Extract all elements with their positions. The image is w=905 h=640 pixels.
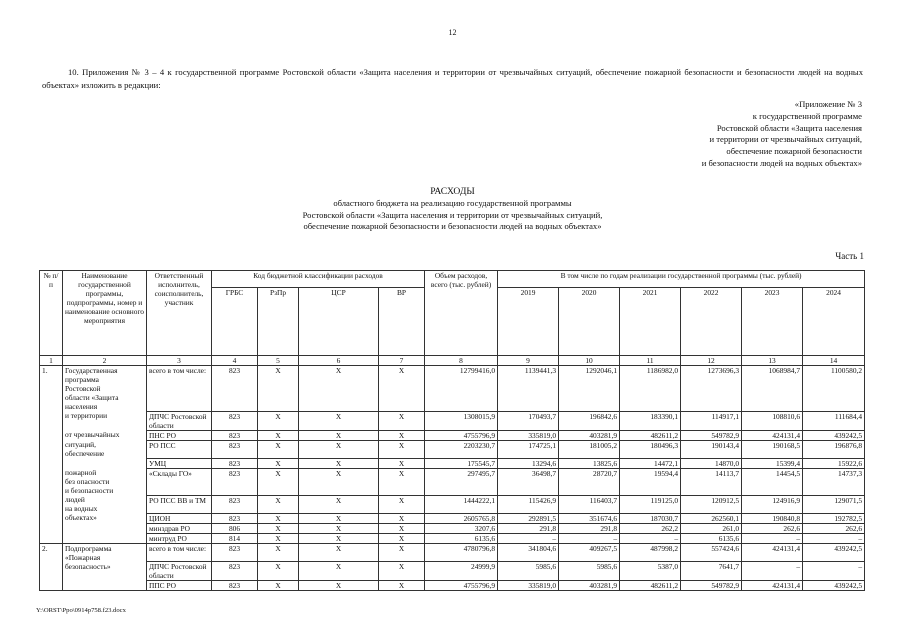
row-number-cell bbox=[40, 458, 63, 468]
column-number-cell: 2 bbox=[63, 356, 147, 366]
year-value-cell: 403281,9 bbox=[559, 581, 620, 591]
year-value-cell: 424131,4 bbox=[742, 543, 803, 562]
program-name-cell bbox=[63, 533, 147, 543]
year-value-cell: 129071,5 bbox=[803, 495, 865, 513]
year-value-cell: 192782,5 bbox=[803, 513, 865, 523]
year-value-cell: 120912,5 bbox=[681, 495, 742, 513]
total-cell: 175545,7 bbox=[425, 458, 498, 468]
csr-cell: Х bbox=[299, 458, 379, 468]
year-value-cell: 183390,1 bbox=[620, 411, 681, 430]
column-number-cell: 7 bbox=[379, 356, 425, 366]
vr-cell: Х bbox=[379, 543, 425, 562]
program-name-cell bbox=[63, 468, 147, 495]
year-value-cell: 1068984,7 bbox=[742, 366, 803, 412]
column-number-cell: 10 bbox=[559, 356, 620, 366]
executor-cell: «Склады ГО» bbox=[147, 468, 212, 495]
year-value-cell: 549782,9 bbox=[681, 581, 742, 591]
year-value-cell: 261,0 bbox=[681, 523, 742, 533]
program-name-line: без опасности bbox=[65, 477, 110, 486]
executor-cell: ППС РО bbox=[147, 581, 212, 591]
year-value-cell: 115426,9 bbox=[498, 495, 559, 513]
header-name: Наименование государственной программы, подпрограммы, номер и наименование основного мероприятия bbox=[63, 271, 147, 356]
year-value-cell: 124916,9 bbox=[742, 495, 803, 513]
annex-line: и территории от чрезвычайных ситуаций, bbox=[709, 134, 862, 145]
rzpr-cell: Х bbox=[258, 495, 299, 513]
year-value-cell: 291,8 bbox=[559, 523, 620, 533]
header-rzpr: РзПр bbox=[258, 288, 299, 356]
year-value-cell: 6135,6 bbox=[681, 533, 742, 543]
total-cell: 6135,6 bbox=[425, 533, 498, 543]
year-value-cell: 13294,6 bbox=[498, 458, 559, 468]
grbs-cell: 823 bbox=[212, 513, 258, 523]
total-cell: 24999,9 bbox=[425, 562, 498, 581]
program-name-line: Государственная bbox=[65, 366, 118, 375]
year-value-cell: 292891,5 bbox=[498, 513, 559, 523]
row-number-cell bbox=[40, 513, 63, 523]
page-number: 12 bbox=[448, 28, 457, 37]
header-year: 2024 bbox=[803, 288, 865, 356]
program-name-line: обеспечение bbox=[65, 449, 105, 458]
vr-cell: Х bbox=[379, 440, 425, 458]
row-number-cell: 1. bbox=[40, 366, 63, 412]
executor-cell: УМЦ bbox=[147, 458, 212, 468]
program-name-cell bbox=[63, 581, 147, 591]
annex-line: обеспечение пожарной безопасности bbox=[726, 146, 862, 157]
vr-cell: Х bbox=[379, 562, 425, 581]
year-value-cell: 14870,0 bbox=[681, 458, 742, 468]
column-number-cell: 6 bbox=[299, 356, 379, 366]
total-cell: 12799416,0 bbox=[425, 366, 498, 412]
executor-cell: всего в том числе: bbox=[147, 543, 212, 562]
header-executor: Ответственный исполнитель, соисполнитель, участник bbox=[147, 271, 212, 356]
table-row bbox=[40, 411, 865, 430]
grbs-cell: 823 bbox=[212, 411, 258, 430]
total-cell: 297495,7 bbox=[425, 468, 498, 495]
vr-cell: Х bbox=[379, 411, 425, 430]
year-value-cell: 439242,5 bbox=[803, 543, 865, 562]
executor-cell: РО ПСС bbox=[147, 440, 212, 458]
year-value-cell: 262,6 bbox=[803, 523, 865, 533]
executor-cell: ДПЧС Ростовской области bbox=[147, 562, 212, 581]
program-name-cell bbox=[63, 513, 147, 523]
year-value-cell: 424131,4 bbox=[742, 430, 803, 440]
program-name-line: ситуаций, bbox=[65, 440, 96, 449]
year-value-cell: 487998,2 bbox=[620, 543, 681, 562]
header-years-group: В том числе по годам реализации государственной программы (тыс. рублей) bbox=[498, 271, 865, 288]
column-number-cell: 9 bbox=[498, 356, 559, 366]
program-name-line: Ростовской bbox=[65, 384, 101, 393]
total-cell: 2203230,7 bbox=[425, 440, 498, 458]
program-name-cell bbox=[63, 562, 147, 581]
year-value-cell: 1100580,2 bbox=[803, 366, 865, 412]
program-name-line: программа bbox=[65, 375, 99, 384]
header-year: 2022 bbox=[681, 288, 742, 356]
document-heading bbox=[0, 186, 905, 233]
year-value-cell: 403281,9 bbox=[559, 430, 620, 440]
year-value-cell: 482611,2 bbox=[620, 430, 681, 440]
year-value-cell: 1139441,3 bbox=[498, 366, 559, 412]
year-value-cell: 14737,3 bbox=[803, 468, 865, 495]
column-number-row bbox=[40, 356, 865, 366]
program-name-line: людей bbox=[65, 495, 85, 504]
year-value-cell: 291,8 bbox=[498, 523, 559, 533]
year-value-cell: – bbox=[742, 533, 803, 543]
table-body bbox=[40, 366, 865, 591]
total-cell: 1308015,9 bbox=[425, 411, 498, 430]
vr-cell: Х bbox=[379, 581, 425, 591]
header-year: 2020 bbox=[559, 288, 620, 356]
rzpr-cell: Х bbox=[258, 533, 299, 543]
row-number-cell bbox=[40, 430, 63, 440]
vr-cell: Х bbox=[379, 366, 425, 412]
column-number-cell: 5 bbox=[258, 356, 299, 366]
total-cell: 4780796,8 bbox=[425, 543, 498, 562]
csr-cell: Х bbox=[299, 440, 379, 458]
year-value-cell: 1186982,0 bbox=[620, 366, 681, 412]
csr-cell: Х bbox=[299, 430, 379, 440]
year-value-cell: 28720,7 bbox=[559, 468, 620, 495]
csr-cell: Х bbox=[299, 523, 379, 533]
total-cell: 3207,6 bbox=[425, 523, 498, 533]
rzpr-cell: Х bbox=[258, 513, 299, 523]
year-value-cell: 5985,6 bbox=[559, 562, 620, 581]
year-value-cell: 13825,6 bbox=[559, 458, 620, 468]
table-row bbox=[40, 458, 865, 468]
program-name-cell bbox=[63, 366, 147, 412]
row-number-cell: 2. bbox=[40, 543, 63, 562]
year-value-cell: 111684,4 bbox=[803, 411, 865, 430]
program-name-line: Подпрограмма bbox=[65, 543, 112, 553]
rzpr-cell: Х bbox=[258, 440, 299, 458]
total-cell: 2605765,8 bbox=[425, 513, 498, 523]
year-value-cell: 5387,0 bbox=[620, 562, 681, 581]
year-value-cell: 482611,2 bbox=[620, 581, 681, 591]
column-number-cell: 1 bbox=[40, 356, 63, 366]
part-label: Часть 1 bbox=[835, 251, 864, 261]
vr-cell: Х bbox=[379, 468, 425, 495]
year-value-cell: 174725,1 bbox=[498, 440, 559, 458]
table-row bbox=[40, 581, 865, 591]
year-value-cell: 262,2 bbox=[620, 523, 681, 533]
row-number-cell bbox=[40, 411, 63, 430]
year-value-cell: 1273696,3 bbox=[681, 366, 742, 412]
program-name-line: безопасность» bbox=[65, 561, 111, 571]
executor-cell: ДПЧС Ростовской области bbox=[147, 411, 212, 430]
program-name-cell bbox=[63, 495, 147, 513]
program-name-line: населения bbox=[65, 402, 98, 411]
year-value-cell: 1292046,1 bbox=[559, 366, 620, 412]
year-value-cell: 351674,6 bbox=[559, 513, 620, 523]
header-total: Объем расходов, всего (тыс. рублей) bbox=[425, 271, 498, 356]
grbs-cell: 823 bbox=[212, 468, 258, 495]
csr-cell: Х bbox=[299, 562, 379, 581]
year-value-cell: 190168,5 bbox=[742, 440, 803, 458]
header-year: 2019 bbox=[498, 288, 559, 356]
year-value-cell: 5985,6 bbox=[498, 562, 559, 581]
grbs-cell: 823 bbox=[212, 458, 258, 468]
program-name-line: пожарной bbox=[65, 468, 97, 477]
executor-cell: минздрав РО bbox=[147, 523, 212, 533]
header-grbs: ГРБС bbox=[212, 288, 258, 356]
annex-line: и безопасности людей на водных объектах» bbox=[701, 157, 862, 168]
year-value-cell: 335819,0 bbox=[498, 430, 559, 440]
program-name-line: на водных bbox=[65, 504, 98, 513]
annex-line: «Приложение № 3 bbox=[794, 99, 862, 109]
rzpr-cell: Х bbox=[258, 458, 299, 468]
program-name-cell bbox=[63, 440, 147, 458]
year-value-cell: 180496,3 bbox=[620, 440, 681, 458]
column-number-cell: 12 bbox=[681, 356, 742, 366]
intro-paragraph: 10. Приложения № 3 – 4 к государственной программе Ростовской области «Защита населения и территории от чрезвычайных ситуаций, обеспечение пожарной безопасности и безопасности людей на водных объектах» изложить в редакции: bbox=[42, 67, 863, 90]
vr-cell: Х bbox=[379, 513, 425, 523]
year-value-cell: 15922,6 bbox=[803, 458, 865, 468]
rzpr-cell: Х bbox=[258, 523, 299, 533]
csr-cell: Х bbox=[299, 411, 379, 430]
csr-cell: Х bbox=[299, 495, 379, 513]
year-value-cell: 181005,2 bbox=[559, 440, 620, 458]
heading-title: РАСХОДЫ bbox=[430, 186, 475, 197]
annex-line: к государственной программе bbox=[752, 110, 862, 121]
rzpr-cell: Х bbox=[258, 366, 299, 412]
rzpr-cell: Х bbox=[258, 581, 299, 591]
table-row bbox=[40, 366, 865, 412]
csr-cell: Х bbox=[299, 533, 379, 543]
program-name-line: и безопасности bbox=[65, 486, 114, 495]
rzpr-cell: Х bbox=[258, 430, 299, 440]
program-name-line: области «Защита bbox=[65, 393, 119, 402]
header-csr: ЦСР bbox=[299, 288, 379, 356]
footer-file-path: Y:\ORST\Ppo\0914p758.f23.docx bbox=[36, 607, 126, 614]
program-name-line: объектах» bbox=[65, 513, 97, 522]
row-number-cell bbox=[40, 440, 63, 458]
rzpr-cell: Х bbox=[258, 468, 299, 495]
heading-line: областного бюджета на реализацию государственной программы bbox=[333, 197, 572, 208]
year-value-cell: – bbox=[559, 533, 620, 543]
annex-line: Ростовской области «Защита населения bbox=[716, 122, 862, 133]
year-value-cell: 190143,4 bbox=[681, 440, 742, 458]
executor-cell: ПНС РО bbox=[147, 430, 212, 440]
year-value-cell: 549782,9 bbox=[681, 430, 742, 440]
year-value-cell: 36498,7 bbox=[498, 468, 559, 495]
year-value-cell: 557424,6 bbox=[681, 543, 742, 562]
csr-cell: Х bbox=[299, 513, 379, 523]
grbs-cell: 823 bbox=[212, 366, 258, 412]
program-name-cell bbox=[63, 430, 147, 440]
year-value-cell: 14113,7 bbox=[681, 468, 742, 495]
row-number-cell bbox=[40, 562, 63, 581]
column-number-cell: 4 bbox=[212, 356, 258, 366]
table-row bbox=[40, 513, 865, 523]
grbs-cell: 823 bbox=[212, 440, 258, 458]
expenses-table bbox=[39, 270, 865, 591]
program-name-cell bbox=[63, 523, 147, 533]
csr-cell: Х bbox=[299, 468, 379, 495]
column-number-cell: 11 bbox=[620, 356, 681, 366]
vr-cell: Х bbox=[379, 495, 425, 513]
year-value-cell: 170493,7 bbox=[498, 411, 559, 430]
grbs-cell: 823 bbox=[212, 581, 258, 591]
rzpr-cell: Х bbox=[258, 411, 299, 430]
table-row bbox=[40, 440, 865, 458]
heading-line: обеспечение пожарной безопасности и безопасности людей на водных объектах» bbox=[303, 221, 602, 232]
column-number-cell: 13 bbox=[742, 356, 803, 366]
year-value-cell: – bbox=[742, 562, 803, 581]
table-row bbox=[40, 430, 865, 440]
vr-cell: Х bbox=[379, 533, 425, 543]
table-row bbox=[40, 468, 865, 495]
total-cell: 4755796,9 bbox=[425, 581, 498, 591]
grbs-cell: 823 bbox=[212, 430, 258, 440]
year-value-cell: – bbox=[620, 533, 681, 543]
csr-cell: Х bbox=[299, 366, 379, 412]
table-row bbox=[40, 533, 865, 543]
program-name-cell bbox=[63, 543, 147, 562]
column-number-cell: 14 bbox=[803, 356, 865, 366]
year-value-cell: 190840,8 bbox=[742, 513, 803, 523]
year-value-cell: 14472,1 bbox=[620, 458, 681, 468]
year-value-cell: – bbox=[803, 533, 865, 543]
executor-cell: минтруд РО bbox=[147, 533, 212, 543]
table-row bbox=[40, 562, 865, 581]
row-number-cell bbox=[40, 533, 63, 543]
year-value-cell: 19594,4 bbox=[620, 468, 681, 495]
row-number-cell bbox=[40, 468, 63, 495]
row-number-cell bbox=[40, 495, 63, 513]
header-year: 2021 bbox=[620, 288, 681, 356]
rzpr-cell: Х bbox=[258, 562, 299, 581]
column-number-cell: 8 bbox=[425, 356, 498, 366]
year-value-cell: 262560,1 bbox=[681, 513, 742, 523]
year-value-cell: – bbox=[803, 562, 865, 581]
year-value-cell: 187030,7 bbox=[620, 513, 681, 523]
header-num: № п/п bbox=[40, 271, 63, 356]
program-name-line: и территории bbox=[65, 411, 108, 420]
year-value-cell: 262,6 bbox=[742, 523, 803, 533]
year-value-cell: – bbox=[498, 533, 559, 543]
year-value-cell: 196876,8 bbox=[803, 440, 865, 458]
grbs-cell: 814 bbox=[212, 533, 258, 543]
grbs-cell: 806 bbox=[212, 523, 258, 533]
executor-cell: ЦИОН bbox=[147, 513, 212, 523]
row-number-cell bbox=[40, 523, 63, 533]
year-value-cell: 196842,6 bbox=[559, 411, 620, 430]
year-value-cell: 7641,7 bbox=[681, 562, 742, 581]
year-value-cell: 119125,0 bbox=[620, 495, 681, 513]
year-value-cell: 439242,5 bbox=[803, 581, 865, 591]
year-value-cell: 424131,4 bbox=[742, 581, 803, 591]
expenses-table-wrapper bbox=[39, 270, 864, 591]
executor-cell: РО ПСС ВВ и ТМ bbox=[147, 495, 212, 513]
grbs-cell: 823 bbox=[212, 543, 258, 562]
table-row bbox=[40, 543, 865, 562]
row-number-cell bbox=[40, 581, 63, 591]
rzpr-cell: Х bbox=[258, 543, 299, 562]
grbs-cell: 823 bbox=[212, 562, 258, 581]
year-value-cell: 341804,6 bbox=[498, 543, 559, 562]
year-value-cell: 14454,5 bbox=[742, 468, 803, 495]
header-vr: ВР bbox=[379, 288, 425, 356]
vr-cell: Х bbox=[379, 430, 425, 440]
grbs-cell: 823 bbox=[212, 495, 258, 513]
vr-cell: Х bbox=[379, 458, 425, 468]
executor-cell: всего в том числе: bbox=[147, 366, 212, 412]
program-name-cell bbox=[63, 411, 147, 430]
table-row bbox=[40, 495, 865, 513]
annex-block bbox=[600, 99, 905, 170]
csr-cell: Х bbox=[299, 581, 379, 591]
program-name-line: от чрезвычайных bbox=[65, 430, 120, 439]
year-value-cell: 116403,7 bbox=[559, 495, 620, 513]
year-value-cell: 409267,5 bbox=[559, 543, 620, 562]
program-name-cell bbox=[63, 458, 147, 468]
table-row bbox=[40, 523, 865, 533]
year-value-cell: 335819,0 bbox=[498, 581, 559, 591]
header-year: 2023 bbox=[742, 288, 803, 356]
total-cell: 4755796,9 bbox=[425, 430, 498, 440]
year-value-cell: 439242,5 bbox=[803, 430, 865, 440]
year-value-cell: 15399,4 bbox=[742, 458, 803, 468]
csr-cell: Х bbox=[299, 543, 379, 562]
vr-cell: Х bbox=[379, 523, 425, 533]
year-value-cell: 108810,6 bbox=[742, 411, 803, 430]
heading-line: Ростовской области «Защита населения и территории от чрезвычайных ситуаций, bbox=[302, 209, 603, 220]
total-cell: 1444222,1 bbox=[425, 495, 498, 513]
year-value-cell: 114917,1 bbox=[681, 411, 742, 430]
column-number-cell: 3 bbox=[147, 356, 212, 366]
program-name-line: «Пожарная bbox=[65, 552, 101, 562]
header-code-group: Код бюджетной классификации расходов bbox=[212, 271, 425, 288]
